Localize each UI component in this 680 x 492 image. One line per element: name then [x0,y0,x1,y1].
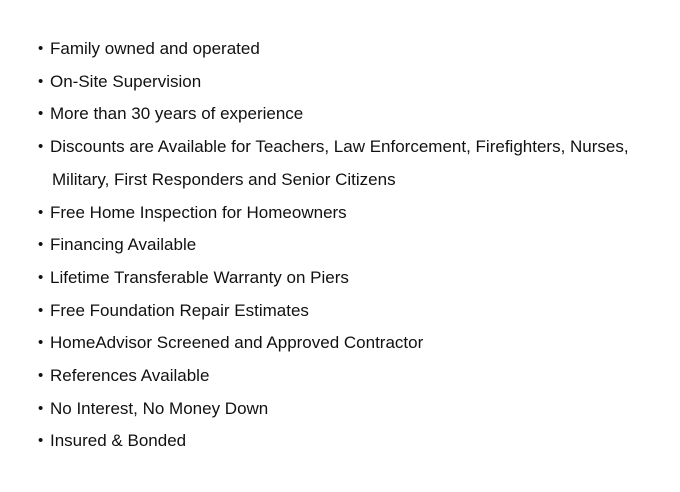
list-item [38,262,668,295]
list-item-text: No Interest, No Money Down [50,398,269,418]
bullet-icon: • [38,236,44,254]
list-item [38,327,668,360]
list-item-text: Discounts are Available for Teachers, Law Enforcement, Firefighters, Nurses, [50,137,629,157]
list-item-text: Family owned and operated [50,39,260,58]
bullet-icon: • [38,399,44,417]
bullet-icon: • [38,432,44,450]
list-item [38,197,668,230]
bullet-icon: • [38,40,44,57]
features-list [38,33,668,458]
list-item-text: Free Foundation Repair Estimates [50,300,309,320]
list-item [38,229,668,262]
bullet-icon: • [38,301,44,319]
list-item [38,360,668,393]
list-item [38,33,668,66]
list-item-text: More than 30 years of experience [50,104,304,124]
bullet-icon: • [38,203,44,221]
list-item [38,66,668,99]
bullet-icon: • [38,138,44,156]
list-item-text: HomeAdvisor Screened and Approved Contractor [50,333,424,353]
bullet-icon: • [38,367,44,385]
list-item-text: On-Site Supervision [50,71,202,91]
list-item-text: Free Home Inspection for Homeowners [50,202,347,222]
list-item-text-continuation: Military, First Responders and Senior Citizens [52,169,396,189]
list-item-text: References Available [50,366,210,386]
list-item [38,295,668,328]
bullet-icon: • [38,268,44,286]
list-item-text: Lifetime Transferable Warranty on Piers [50,267,349,287]
bullet-icon: • [38,334,44,352]
list-item [38,425,668,458]
list-item-text: Financing Available [50,235,197,255]
list-item [38,393,668,426]
list-item [38,98,668,131]
list-item [38,131,668,196]
bullet-icon: • [38,72,44,90]
list-item-text: Insured & Bonded [50,431,187,451]
bullet-icon: • [38,105,44,123]
